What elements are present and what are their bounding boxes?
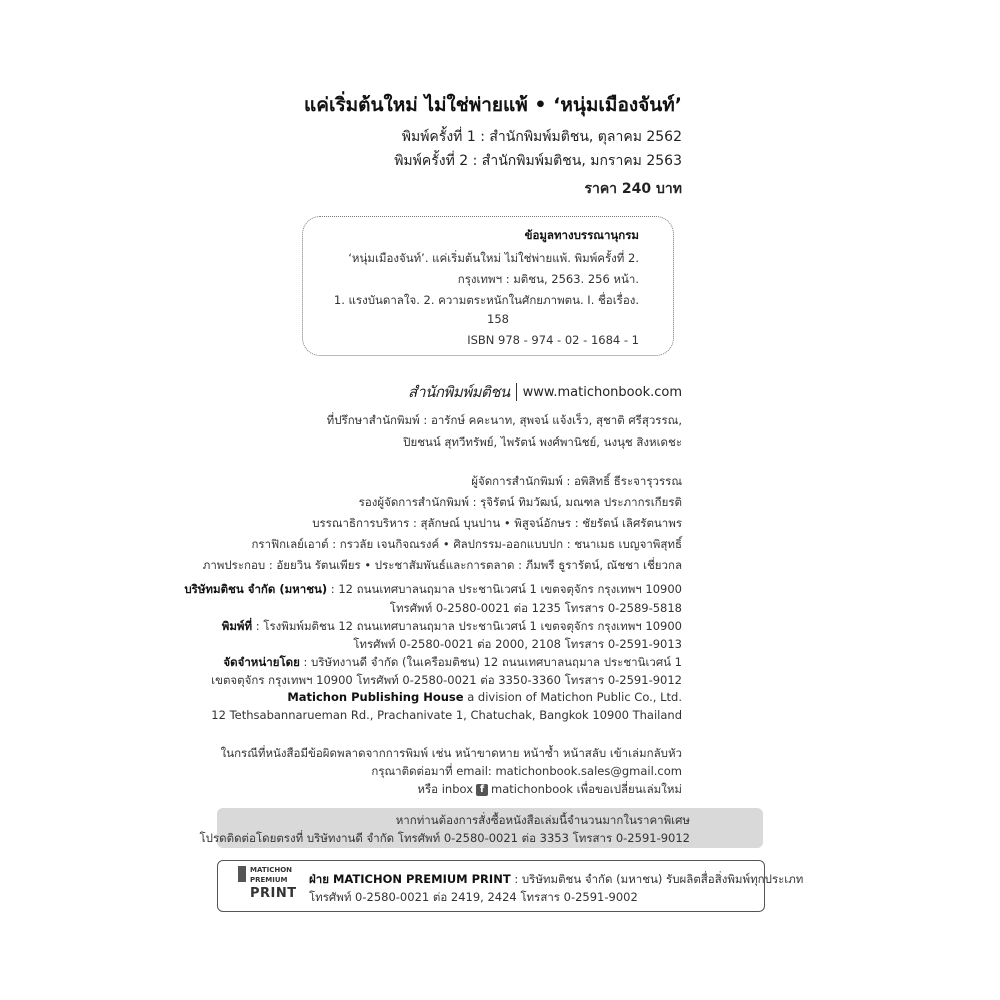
book-title: แค่เริ่มต้นใหม่ ไม่ใช่พ่ายแพ้ • ‘หนุ่มเมืองจันท์’ [304, 94, 682, 116]
distributor-address-text: : บริษัทงานดี จำกัด (ในเครือมติชน) 12 ถนนเทศบาลนฤมาล ประชานิเวศน์ 1 [299, 655, 682, 669]
logo-text: PREMIUM [250, 876, 288, 884]
company-address-text: : 12 ถนนเทศบาลนฤมาล ประชานิเวศน์ 1 เขตจตุจักร กรุงเทพฯ 10900 [327, 582, 682, 596]
bulk-line: หากท่านต้องการสั่งซื้อหนังสือเล่มนี้จำนวนมากในราคาพิเศษ [395, 813, 690, 827]
edition-2: พิมพ์ครั้งที่ 2 : สำนักพิมพ์มติชน, มกราคม 2563 [394, 153, 682, 169]
company-name: บริษัทมติชน จำกัด (มหาชน) [184, 582, 328, 596]
distributor-phone: เขตจตุจักร กรุงเทพฯ 10900 โทรศัพท์ 0-2580-0021 ต่อ 3350-3360 โทรสาร 0-2591-9012 [211, 673, 682, 687]
printer-address-text: : โรงพิมพ์มติชน 12 ถนนเทศบาลนฤมาล ประชานิเวศน์ 1 เขตจตุจักร กรุงเทพฯ 10900 [252, 619, 682, 633]
cip-line: กรุงเทพฯ : มติชน, 2563. 256 หน้า. [457, 272, 639, 286]
staff-line: กราฟิกเลย์เอาต์ : กรวลัย เจนกิจณรงค์ • ศิลปกรรม-ออกแบบปก : ชนาเมธ เบญจาพิสุทธิ์ [251, 537, 682, 551]
logo-bar [238, 866, 246, 882]
company-phone: โทรศัพท์ 0-2580-0021 ต่อ 1235 โทรสาร 0-2589-5818 [389, 601, 682, 615]
facebook-icon: f [476, 784, 488, 796]
publisher-brand [408, 380, 682, 404]
advisors-line: ปิยชนน์ สุทวีทรัพย์, ไพรัตน์ พงศ์พานิชย์, นงนุช สิงหเดชะ [403, 435, 682, 449]
printer-address [222, 618, 682, 636]
cip-line: 1. แรงบันดาลใจ. 2. ความตระหนักในศักยภาพตน. I. ชื่อเรื่อง. [333, 293, 639, 307]
publishing-house [287, 690, 682, 704]
divider [516, 383, 517, 401]
publishing-house-name: Matichon Publishing House [287, 690, 464, 704]
cip-line: 158 [487, 312, 509, 326]
publishing-house-desc: a division of Matichon Public Co., Ltd. [463, 690, 682, 704]
premium-phone: โทรศัพท์ 0-2580-0021 ต่อ 2419, 2424 โทรสาร 0-2591-9002 [309, 890, 638, 904]
cip-line: ‘หนุ่มเมืองจันท์’. แค่เริ่มต้นใหม่ ไม่ใช่พ่ายแพ้. พิมพ์ครั้งที่ 2. [348, 251, 639, 265]
premium-print-logo [238, 866, 300, 906]
premium-label: ฝ่าย MATICHON PREMIUM PRINT [309, 872, 511, 886]
staff-line: ผู้จัดการสำนักพิมพ์ : อพิสิทธิ์ ธีระจารุวรรณ [471, 474, 682, 488]
printer-label: พิมพ์ที่ [221, 619, 253, 633]
publisher-url[interactable]: www.matichonbook.com [522, 384, 682, 400]
inbox-prefix: หรือ inbox [417, 782, 474, 796]
defect-inbox [417, 781, 682, 799]
distributor-address [223, 654, 682, 672]
bulk-line: โปรดติดต่อโดยตรงที่ บริษัทงานดี จำกัด โทรศัพท์ 0-2580-0021 ต่อ 3353 โทรสาร 0-2591-9012 [199, 831, 690, 845]
staff-line: บรรณาธิการบริหาร : สุลักษณ์ บุนปาน • พิสูจน์อักษร : ชัยรัตน์ เลิศรัตนาพร [312, 516, 682, 530]
printer-phone: โทรศัพท์ 0-2580-0021 ต่อ 2000, 2108 โทรสาร 0-2591-9013 [353, 637, 682, 651]
cip-isbn: ISBN 978 - 974 - 02 - 1684 - 1 [467, 333, 639, 347]
edition-1: พิมพ์ครั้งที่ 1 : สำนักพิมพ์มติชน, ตุลาคม 2562 [401, 129, 682, 145]
staff-line: ภาพประกอบ : อัยยวิน รัตนเพียร • ประชาสัมพันธ์และการตลาด : ภีมพรี ธูรารัตน์, ณัชชา เชี่ยวกล [202, 558, 682, 572]
staff-line: รองผู้จัดการสำนักพิมพ์ : รุจิรัตน์ ทิมวัฒน์, มณฑล ประภากรเกียรติ [358, 495, 682, 509]
premium-line [309, 871, 803, 889]
publisher-logo: สำนักพิมพ์มติชน [408, 383, 510, 401]
company-address [184, 581, 682, 599]
distributor-label: จัดจำหน่ายโดย [223, 655, 300, 669]
premium-desc: : บริษัทมติชน จำกัด (มหาชน) รับผลิตสื่อสิ่งพิมพ์ทุกประเภท [510, 872, 804, 886]
defect-notice: ในกรณีที่หนังสือมีข้อผิดพลาดจากการพิมพ์ เช่น หน้าขาดหาย หน้าซ้ำ หน้าสลับ เข้าเล่มกลับหัว [220, 746, 682, 760]
logo-text: PRINT [250, 886, 297, 901]
english-address: 12 Tethsabannarueman Rd., Prachanivate 1, Chatuchak, Bangkok 10900 Thailand [211, 708, 682, 722]
cataloging-box [302, 216, 674, 356]
defect-email: กรุณาติดต่อมาที่ email: matichonbook.sales@gmail.com [371, 764, 682, 778]
advisors-line: ที่ปรึกษาสำนักพิมพ์ : อารักษ์ คคะนาท, สุพจน์ แจ้งเร็ว, สุชาติ ศรีสุวรรณ, [326, 413, 682, 427]
premium-print-box [217, 860, 804, 912]
price: ราคา 240 บาท [584, 181, 682, 197]
inbox-suffix: matichonbook เพื่อขอเปลี่ยนเล่มใหม่ [491, 782, 682, 796]
logo-text: MATICHON [250, 866, 293, 874]
bulk-order-box [199, 808, 763, 848]
cip-heading: ข้อมูลทางบรรณานุกรม [524, 228, 639, 242]
